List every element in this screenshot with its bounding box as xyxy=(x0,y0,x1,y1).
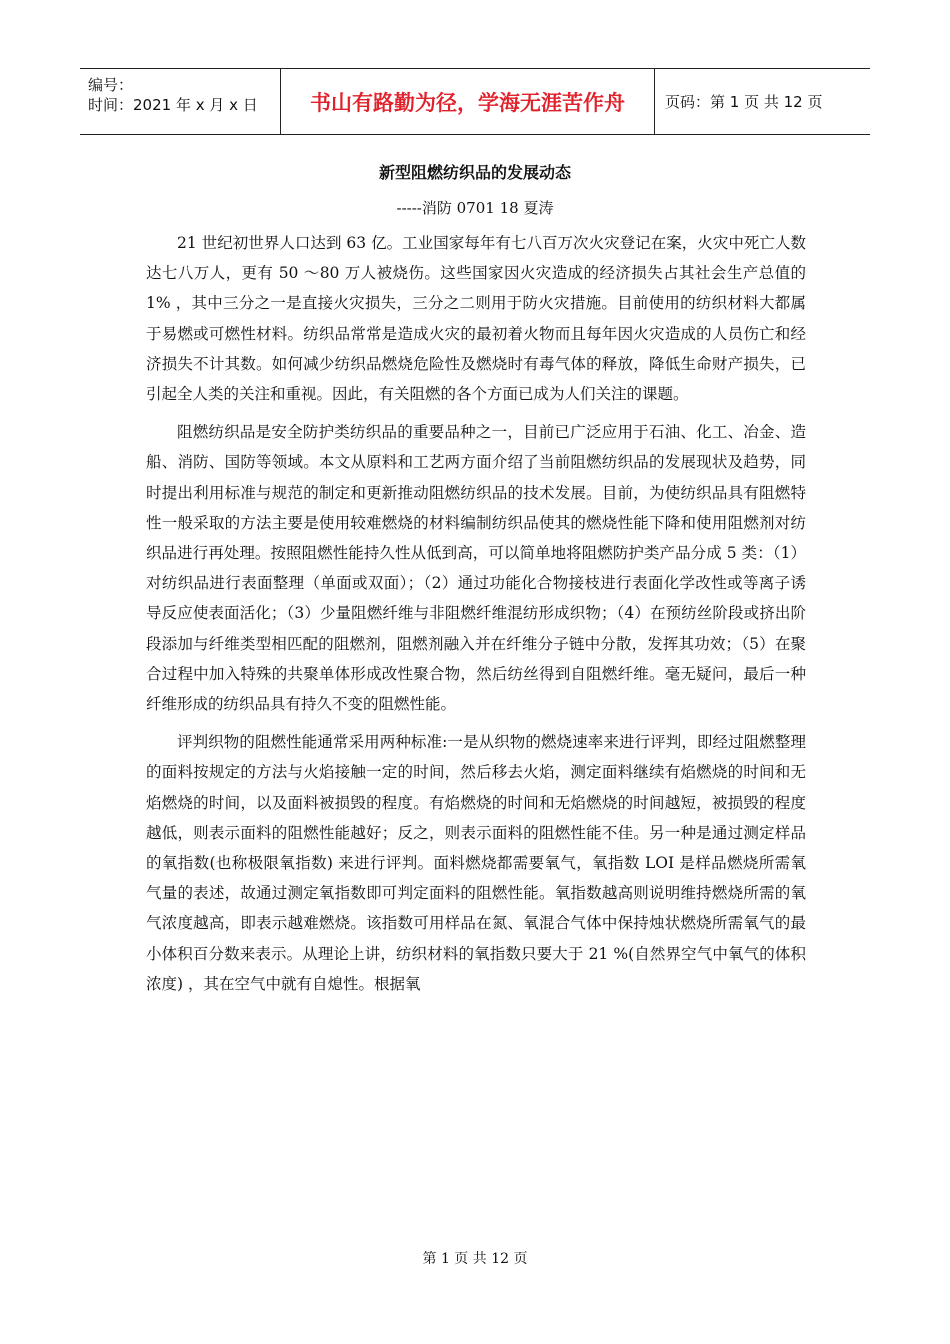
header-meta xyxy=(80,69,281,134)
number-label: 编号： xyxy=(88,76,134,94)
header-motto: 书山有路勤为径，学海无涯苦作舟 xyxy=(281,69,655,134)
header-table xyxy=(80,68,870,135)
header-page-info: 页码：第 1 页 共 12 页 xyxy=(665,93,823,111)
document-title: 新型阻燃纺织品的发展动态 xyxy=(378,163,571,182)
page-footer: 第 1 页 共 12 页 xyxy=(422,1251,528,1267)
time-label: 时间：2021 年 x 月 x 日 xyxy=(88,96,258,114)
document-author-line: -----消防 0701 18 夏涛 xyxy=(396,199,554,217)
paragraph: 评判织物的阻燃性能通常采用两种标准:一是从织物的燃烧速率来进行评判，即经过阻燃整理的面料按规定的方法与火焰接触一定的时间，然后移去火焰，测定面料继续有焰燃烧的时间和无焰燃烧的时间，以及面料被损毁的程度。有焰燃烧的时间和无焰燃烧的时间越短，被损毁的程度越低，则表示面料的阻燃性能越好；反之，则表示面料的阻燃性能不佳。另一种是通过测定样品的氧指数(也称极限氧指数) 来进行评判。面料燃烧都需要氧气，氧指数 LOI 是样品燃烧所需氧气量的表述，故通过测定氧指数即可判定面料的阻燃性能。氧指数越高则说明维持燃烧所需的氧气浓度越高，即表示越难燃烧。该指数可用样品在氮、氧混合气体中保持烛状燃烧所需氧气的最小体积百分数来表示。从理论上讲，纺织材料的氧指数只要大于 21 %(自然界空气中氧气的体积浓度) ，其在空气中就有自熄性。根据氧 xyxy=(146,733,806,993)
paragraph: 阻燃纺织品是安全防护类纺织品的重要品种之一，目前已广泛应用于石油、化工、冶金、造船、消防、国防等领域。本文从原料和工艺两方面介绍了当前阻燃纺织品的发展现状及趋势，同时提出利用标准与规范的制定和更新推动阻燃纺织品的技术发展。目前，为使纺织品具有阻燃特性一般采取的方法主要是使用较难燃烧的材料编制纺织品使其的燃烧性能下降和使用阻燃剂对纺织品进行再处理。按照阻燃性能持久性从低到高，可以简单地将阻燃防护类产品分成 5 类：（1）对纺织品进行表面整理（单面或双面）；（2）通过功能化合物接枝进行表面化学改性或等离子诱导反应使表面活化；（3）少量阻燃纤维与非阻燃纤维混纺形成织物；（4）在预纺丝阶段或挤出阶段添加与纤维类型相匹配的阻燃剂，阻燃剂融入并在纤维分子链中分散，发挥其功效；（5）在聚合过程中加入特殊的共聚单体形成改性聚合物，然后纺丝得到自阻燃纤维。毫无疑问，最后一种纤维形成的纺织品具有持久不变的阻燃性能。 xyxy=(146,423,806,714)
document-body xyxy=(146,228,806,1007)
paragraph: 21 世纪初世界人口达到 63 亿。工业国家每年有七八百万次火灾登记在案，火灾中死亡人数达七八万人，更有 50 ～80 万人被烧伤。这些国家因火灾造成的经济损失占其社会生产总值的 1% ，其中三分之一是直接火灾损失，三分之二则用于防火灾措施。目前使用的纺织材料大都属于易燃或可燃性材料。纺织品常常是造成火灾的最初着火物而且每年因火灾造成的人员伤亡和经济损失不计其数。如何减少纺织品燃烧危险性及燃烧时有毒气体的释放，降低生命财产损失，已引起全人类的关注和重视。因此，有关阻燃的各个方面已成为人们关注的课题。 xyxy=(146,234,806,404)
